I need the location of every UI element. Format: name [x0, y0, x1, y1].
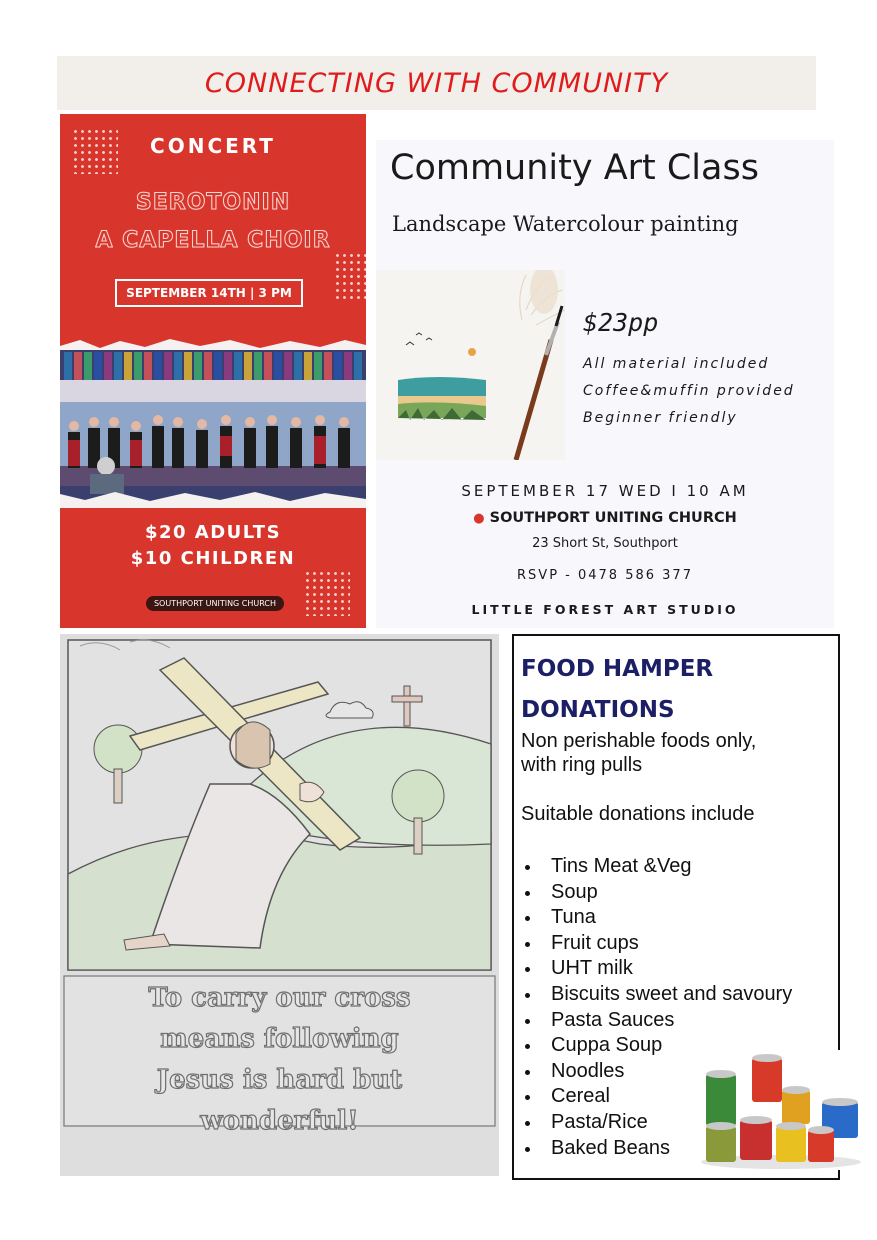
caption-line: wonderful!	[200, 1106, 359, 1136]
list-item: Soup	[521, 880, 792, 906]
canned-food-image	[696, 1050, 866, 1170]
venue-badge: SOUTHPORT UNITING CHURCH	[146, 596, 284, 611]
dot-pattern	[334, 252, 366, 302]
list-item: Pasta Sauces	[521, 1008, 792, 1034]
hamper-title-line1: FOOD HAMPER	[521, 656, 714, 682]
art-class-flyer	[376, 140, 834, 628]
concert-flyer	[60, 114, 366, 628]
art-class-subtitle: Landscape Watercolour painting	[392, 212, 739, 236]
art-class-date: SEPTEMBER 17 WED I 10 AM	[461, 482, 749, 500]
list-item: Baked Beans	[521, 1136, 792, 1162]
rsvp-line: RSVP - 0478 586 377	[517, 568, 693, 583]
hamper-title-line2: DONATIONS	[521, 697, 675, 723]
list-item: Fruit cups	[521, 931, 792, 957]
feature-materials: All material included	[583, 356, 770, 372]
choir-name-line2: A CAPELLA CHOIR	[95, 228, 331, 253]
location-pin-icon: ●	[473, 511, 485, 526]
art-class-venue	[376, 510, 834, 526]
hamper-intro-line2: with ring pulls	[521, 754, 643, 776]
feature-coffee: Coffee&muffin provided	[583, 383, 795, 399]
concert-date: SEPTEMBER 14TH | 3 PM	[115, 279, 303, 307]
list-item: UHT milk	[521, 956, 792, 982]
price-adults: $20 ADULTS	[144, 522, 282, 543]
concert-heading: CONCERT	[150, 134, 276, 158]
list-item: Noodles	[521, 1059, 792, 1085]
caption-line: Jesus is hard but	[156, 1065, 403, 1095]
coloring-caption	[60, 978, 499, 1142]
choir-photo	[60, 336, 366, 508]
caption-line: To carry our cross	[148, 983, 411, 1013]
choir-name-line1: SEROTONIN	[135, 190, 291, 215]
page-title: CONNECTING WITH COMMUNITY	[204, 67, 669, 99]
list-item: Biscuits sweet and savoury	[521, 982, 792, 1008]
studio-name: LITTLE FOREST ART STUDIO	[471, 602, 739, 617]
watercolour-painting-image	[376, 270, 565, 460]
hamper-suitable-label: Suitable donations include	[521, 803, 755, 825]
feature-beginner: Beginner friendly	[583, 410, 738, 426]
list-item: Tuna	[521, 905, 792, 931]
list-item: Cuppa Soup	[521, 1033, 792, 1059]
list-item: Cereal	[521, 1084, 792, 1110]
art-class-price: $23pp	[583, 308, 659, 337]
page-header	[57, 56, 816, 110]
list-item: Pasta/Rice	[521, 1110, 792, 1136]
caption-line: means following	[160, 1024, 399, 1054]
dot-pattern	[304, 570, 350, 616]
hamper-intro-line1: Non perishable foods only,	[521, 730, 757, 752]
price-children: $10 CHILDREN	[130, 548, 296, 569]
art-class-title: Community Art Class	[390, 148, 759, 188]
venue-name: SOUTHPORT UNITING CHURCH	[489, 510, 737, 526]
list-item: Tins Meat &Veg	[521, 854, 792, 880]
venue-address: 23 Short St, Southport	[532, 536, 678, 551]
